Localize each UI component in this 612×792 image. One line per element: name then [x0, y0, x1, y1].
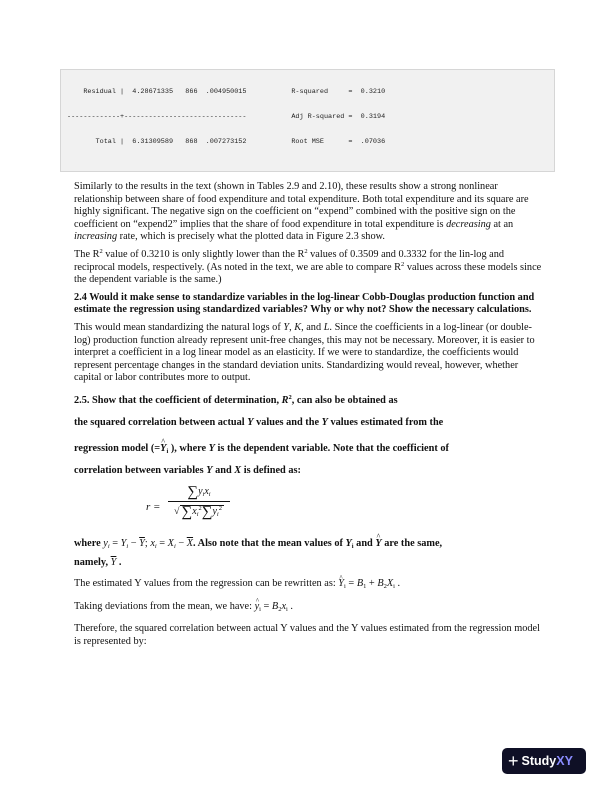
text: rate, which is precisely what the plotted data in Figure 2.3 show. — [117, 231, 385, 243]
formula-fraction — [168, 483, 230, 520]
correlation-formula — [74, 484, 544, 532]
text: values of 0.3509 and 0.3332 for the lin-log and reciprocal models, respectively. (As noted in the text, we are able to compare R — [74, 248, 505, 273]
stata-line: Total | 6.31309589 868 .007273152 Root MSE = .07036 — [67, 137, 386, 146]
question-2-4: 2.4 Would it make sense to standardize variables in the log-linear Cobb-Douglas production function and estimate the regression using standardized variables? Why or why not? Show the necessary calculations. — [74, 291, 535, 316]
paragraph-estimated: The estimated Y values from the regression can be rewritten as: ^ $Y_i = B_1 + B_2X_i$ . — [74, 578, 544, 591]
paragraph-standardize — [74, 322, 544, 385]
var: Y — [283, 321, 290, 333]
paragraph-deviations: Taking deviations from the mean, we have: ^ $y_i = B_2x_i$ . — [74, 601, 544, 614]
text: The R — [74, 248, 100, 260]
text: , — [289, 321, 295, 333]
text: . Since the coefficients in a log-linear (or double-log) production function already represent unit-free changes, this may not be necessary. Moreover, it is easier to interpret a coefficient in a log linear model as an elasticity. If we were to standardize, the coefficients would represent percentage changes in the standard deviation units. Standardizing would reveal, however, whether capital or labor contributes more to output. — [74, 321, 535, 384]
stata-output — [60, 69, 555, 172]
superscript: 2 — [99, 247, 103, 255]
formula-lhs: r = — [146, 500, 161, 513]
text: value of 0.3210 is only slightly lower than the R — [102, 248, 305, 260]
formula-denominator: √ $\sum x_i^2\sum y_i^2$ — [174, 503, 222, 520]
text: Similarly to the results in the text (shown in Tables 2.9 and 2.10), these results show a strong nonlinear relationship between share of food expenditure and total expenditure. Both total expenditure and its square are highly significant. The negative sign on the coefficient on “expend” combined with the positive sign on the coefficient on “expend2” implies that the share of food expenditure in total expenditure is — [74, 181, 529, 230]
where-line: where $y_i = Y_i - \overline{Y}$; $x_i = X_i - \overline{X}$. Also note that the mean values of $Y_i$ and ^ Y are the same, — [74, 538, 544, 551]
stata-line: Residual | 4.28671335 866 .004950015 R-squared = 0.3210 — [67, 88, 386, 97]
q25-line-2: the squared correlation between actual Y values and the Y values estimated from the — [74, 416, 444, 428]
q25-line-1: 2.5. Show that the coefficient of determination, $R^2$, can also be obtained as — [74, 393, 398, 406]
text: This would mean standardizing the natural logs of — [74, 321, 284, 333]
stata-line — [67, 162, 554, 170]
superscript: 2 — [304, 247, 308, 255]
var: K — [294, 321, 302, 333]
document-body — [74, 181, 544, 653]
superscript: 2 — [401, 260, 405, 268]
paragraph-r-squared — [74, 249, 544, 287]
text: , and — [301, 321, 324, 333]
var: L — [323, 321, 330, 333]
question-2-5 — [74, 390, 544, 482]
formula-numerator: $\sum y_ix_i$ — [168, 486, 230, 502]
plus-icon: + — [508, 751, 519, 771]
studyxy-badge[interactable] — [502, 748, 586, 774]
paragraph-squared-correlation: Therefore, the squared correlation between actual Y values and the Y values estimated from the regression model is represented by: — [74, 623, 540, 647]
namely-line: namely, $\overline{Y}$ . — [74, 556, 122, 568]
paragraph-results — [74, 181, 544, 244]
q25-line-4: correlation between variables Y and X is defined as: — [74, 464, 301, 476]
brand-name-accent: XY — [556, 754, 573, 768]
emphasis: decreasing — [446, 218, 491, 230]
deviation-definitions: $y_i = Y_i - \overline{Y}$; $x_i = X_i - \overline{X}$ — [103, 537, 194, 550]
text: at an — [490, 218, 514, 230]
stata-line: -------------+------------------------------ Adj R-squared = 0.3194 — [67, 113, 386, 121]
text: values across these models since the dependent variable is the same.) — [74, 261, 542, 286]
q25-line-3: regression model (=^ $Y_i$ ), where Y is the dependent variable. Note that the coefficient of — [74, 438, 544, 460]
brand-name: Study — [521, 754, 557, 768]
emphasis: increasing — [74, 231, 118, 243]
